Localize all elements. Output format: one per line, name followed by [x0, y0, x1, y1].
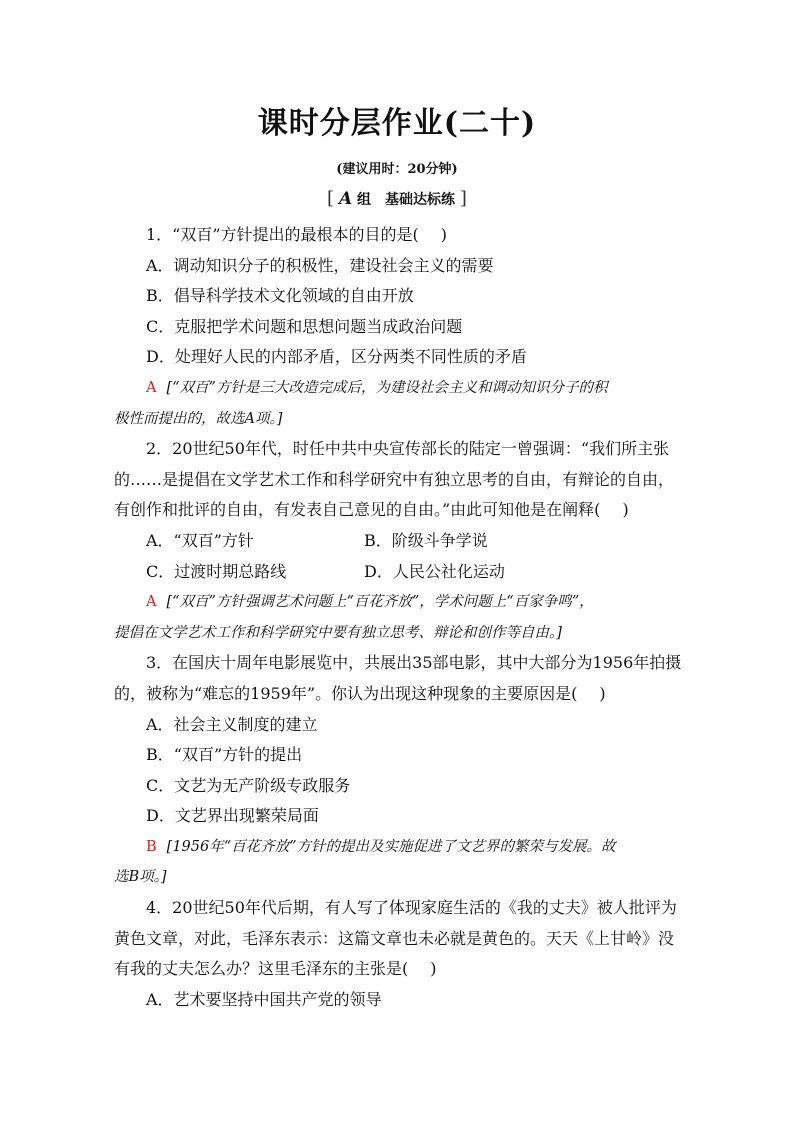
- suggested-time: (建议用时：20分钟): [336, 162, 458, 177]
- q1-option-d: D．处理好人民的内部矛盾，区分两类不同性质的矛盾: [146, 347, 527, 367]
- q1-option-a: A．调动知识分子的积极性，建设社会主义的需要: [146, 255, 494, 275]
- group-heading: [0, 188, 794, 209]
- q3-answer-letter: B: [146, 838, 157, 855]
- q3-option-a: A．社会主义制度的建立: [146, 714, 318, 734]
- page-title: 课时分层作业(二十): [257, 106, 537, 141]
- q2-answer-cont: 提倡在文学艺术工作和科学研究中要有独立思考、辩论和创作等自由。]: [114, 624, 562, 641]
- q4-stem-line3: 有我的丈夫怎么办？这里毛泽东的主张是( ): [114, 959, 437, 979]
- q1-option-b: B．倡导科学技术文化领域的自由开放: [146, 286, 414, 306]
- group-mark: A: [338, 189, 353, 209]
- question-list: [114, 220, 684, 1015]
- q2-stem-line3: 有创作和批评的自由，有发表自己意见的自由。”由此可知他是在阐释( ): [114, 500, 629, 520]
- q1-answer: A [“双百”方针是三大改造完成后，为建设社会主义和调动知识分子的积: [146, 379, 608, 396]
- q3-option-b: B．“双百”方针的提出: [146, 745, 303, 765]
- q2-option-c: C．过渡时期总路线: [146, 561, 287, 581]
- q1-answer-letter: A: [146, 379, 157, 396]
- group-label: 组 基础达标练: [357, 192, 456, 208]
- q1-answer-cont: 极性而提出的，故选A项。]: [114, 410, 283, 427]
- q4-stem-line1: 4．20世纪50年代后期，有人写了体现家庭生活的《我的丈夫》被人批评为: [146, 898, 677, 918]
- q3-option-c: C．文艺为无产阶级专政服务: [146, 775, 351, 795]
- q2-answer-letter: A: [146, 594, 157, 611]
- q2-option-d: D．人民公社化运动: [364, 561, 505, 581]
- group-bracket-close: ]: [459, 188, 467, 209]
- q2-answer: A [“双百”方针强调艺术问题上“百花齐放”，学术问题上“百家争鸣”，: [146, 594, 594, 611]
- q2-option-b: B．阶级斗争学说: [364, 530, 488, 550]
- q3-answer-cont: 选B项。]: [114, 869, 167, 886]
- q3-stem-line1: 3．在国庆十周年电影展览中，共展出35部电影，其中大部分为1956年拍摄: [146, 653, 682, 673]
- group-bracket-open: [: [327, 188, 335, 209]
- q2-stem-line1: 2．20世纪50年代，时任中共中央宣传部长的陆定一曾强调：“我们所主张: [146, 439, 670, 459]
- q2-option-a: A．“双百”方针: [146, 530, 254, 550]
- q2-options-cd: [114, 557, 684, 588]
- q1-option-c: C．克服把学术问题和思想问题当成政治问题: [146, 316, 463, 336]
- q4-stem-line2: 黄色文章，对此，毛泽东表示：这篇文章也未必就是黄色的。天天《上甘岭》没: [114, 928, 675, 948]
- q3-answer: B [1956年“百花齐放”方针的提出及实施促进了文艺界的繁荣与发展。故: [146, 838, 616, 855]
- q1-stem: 1．“双百”方针提出的最根本的目的是( ): [146, 225, 448, 244]
- q4-option-a: A．艺术要坚持中国共产党的领导: [146, 989, 382, 1009]
- q3-option-d: D．文艺界出现繁荣局面: [146, 806, 319, 826]
- q2-options-ab: [114, 526, 684, 557]
- q3-stem-line2: 的，被称为“难忘的1959年”。你认为出现这种现象的主要原因是( ): [114, 683, 606, 703]
- q2-stem-line2: 的……是提倡在文学艺术工作和科学研究中有独立思考的自由，有辩论的自由，: [114, 469, 675, 489]
